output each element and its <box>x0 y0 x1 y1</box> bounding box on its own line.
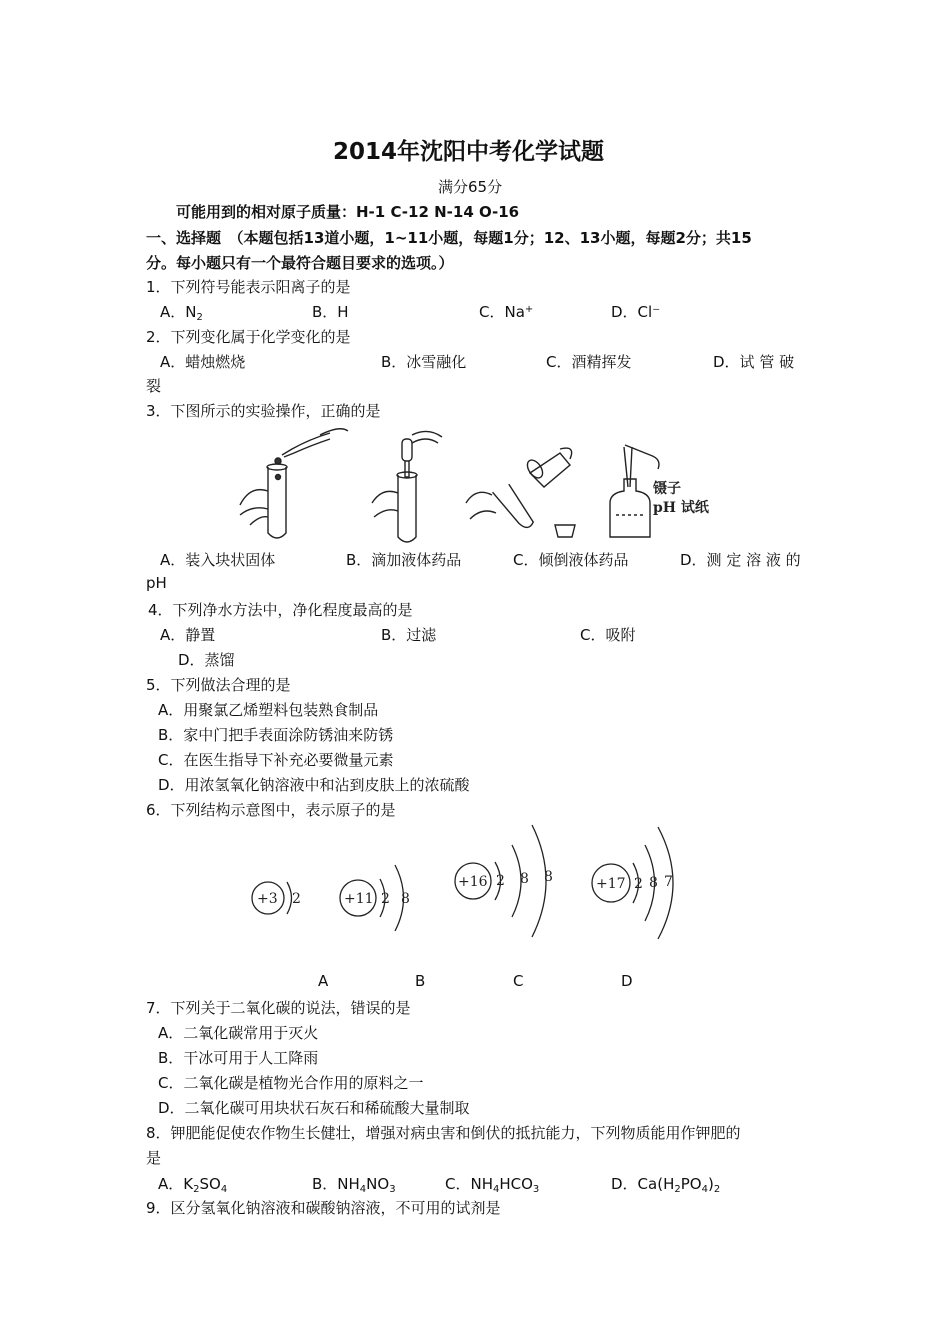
question-6-option-a: A <box>318 972 329 990</box>
question-3-stem: 3．下图所示的实验操作，正确的是 <box>146 402 381 420</box>
question-4-option-a: A．静置 <box>160 626 216 644</box>
figure-d-ph-test-icon <box>610 445 659 537</box>
lab-operations-figure <box>230 425 730 547</box>
full-score: 满分65分 <box>438 178 503 196</box>
question-2-option-d: D．试 管 破 <box>713 353 795 371</box>
question-3-option-c: C．倾倒液体药品 <box>513 551 629 569</box>
page-title: 2014年沈阳中考化学试题 <box>333 139 605 165</box>
question-2-option-a: A．蜡烛燃烧 <box>160 353 246 371</box>
question-3-option-a: A．装入块状固体 <box>160 551 276 569</box>
question-6-option-d: D <box>621 972 633 990</box>
section-heading-cont: 分。每小题只有一个最符合题目要求的选项。） <box>146 254 454 272</box>
question-2-option-b: B．冰雪融化 <box>381 353 467 371</box>
svg-text:2: 2 <box>496 873 505 889</box>
atomic-structure-figure <box>240 815 700 950</box>
question-9-stem: 9．区分氢氧化钠溶液和碳酸钠溶液，不可用的试剂是 <box>146 1199 501 1217</box>
svg-text:+17: +17 <box>596 876 626 892</box>
question-5-option-b: B．家中门把手表面涂防锈油来防锈 <box>158 726 394 744</box>
question-5-option-c: C．在医生指导下补充必要微量元素 <box>158 751 394 769</box>
question-4-option-c: C．吸附 <box>580 626 636 644</box>
question-7-option-b: B．干冰可用于人工降雨 <box>158 1049 319 1067</box>
question-8-option-b: B．$NH_4NO_3$ <box>312 1175 396 1195</box>
question-3-option-b: B．滴加液体药品 <box>346 551 462 569</box>
ph-paper-label: pH 试纸 <box>653 500 709 516</box>
question-1-option-a: A．$N_2$ <box>160 303 203 323</box>
svg-text:7: 7 <box>664 874 673 890</box>
question-8-stem: 8．钾肥能促使农作物生长健壮，增强对病虫害和倒伏的抵抗能力，下列物质能用作钾肥的 <box>146 1124 741 1142</box>
question-6-option-c: C <box>513 972 524 990</box>
svg-text:+16: +16 <box>458 874 488 890</box>
question-8-option-a: A．$K_2SO_4$ <box>158 1175 228 1195</box>
svg-text:+11: +11 <box>344 891 374 907</box>
svg-text:+3: +3 <box>257 891 278 907</box>
question-2-option-c: C．酒精挥发 <box>546 353 632 371</box>
figure-a-test-tube-icon <box>240 429 348 538</box>
figure-c-pouring-icon <box>466 448 575 537</box>
question-4-stem: 4．下列净水方法中，净化程度最高的是 <box>148 601 413 619</box>
question-1-option-b: B．H <box>312 303 349 321</box>
question-1-option-c: C．Na+ <box>479 303 534 321</box>
question-6-option-b: B <box>415 972 426 990</box>
question-6-stem: 6．下列结构示意图中，表示原子的是 <box>146 801 396 819</box>
question-2-option-d-wrap: 裂 <box>146 377 162 395</box>
question-7-option-c: C．二氧化碳是植物光合作用的原料之一 <box>158 1074 424 1092</box>
atom-b-diagram <box>340 865 410 931</box>
svg-text:8: 8 <box>401 891 410 907</box>
question-7-stem: 7．下列关于二氧化碳的说法，错误的是 <box>146 999 411 1017</box>
question-4-option-b: B．过滤 <box>381 626 437 644</box>
question-1-stem: 1．下列符号能表示阳离子的是 <box>146 278 351 296</box>
question-8-stem-wrap: 是 <box>146 1149 162 1167</box>
svg-text:2: 2 <box>292 891 301 907</box>
question-3-option-d-wrap: pH <box>146 574 167 592</box>
figure-b-dropper-icon <box>372 431 442 542</box>
svg-text:8: 8 <box>520 871 529 887</box>
question-7-option-a: A．二氧化碳常用于灭火 <box>158 1024 319 1042</box>
question-8-option-d: D．$Ca(H_2PO_4)_2$ <box>611 1175 721 1195</box>
question-1-option-d: D．Cl⁻ <box>611 303 661 321</box>
question-2-stem: 2．下列变化属于化学变化的是 <box>146 328 351 346</box>
atomic-mass-note: 可能用到的相对原子质量：H-1 C-12 N-14 O-16 <box>176 203 520 221</box>
question-4-option-d: D．蒸馏 <box>178 651 235 669</box>
atom-c-diagram <box>455 825 553 937</box>
question-5-option-d: D．用浓氢氧化钠溶液中和沾到皮肤上的浓硫酸 <box>158 776 470 794</box>
question-3-option-d: D．测 定 溶 液 的 <box>680 551 801 569</box>
svg-text:8: 8 <box>649 875 658 891</box>
question-5-option-a: A．用聚氯乙烯塑料包装熟食制品 <box>158 701 379 719</box>
question-8-option-c: C．$NH_4HCO_3$ <box>445 1175 540 1195</box>
svg-text:2: 2 <box>381 891 390 907</box>
section-heading: 一、选择题 （本题包括13道小题，1~11小题，每题1分；12、13小题，每题2分；共15 <box>146 229 752 247</box>
svg-text:2: 2 <box>634 876 643 892</box>
atom-d-diagram <box>592 827 673 939</box>
atom-a-diagram <box>252 882 301 914</box>
question-5-stem: 5．下列做法合理的是 <box>146 676 291 694</box>
tweezers-label: 镊子 <box>653 481 681 497</box>
svg-text:8: 8 <box>544 869 553 885</box>
question-7-option-d: D．二氧化碳可用块状石灰石和稀硫酸大量制取 <box>158 1099 470 1117</box>
